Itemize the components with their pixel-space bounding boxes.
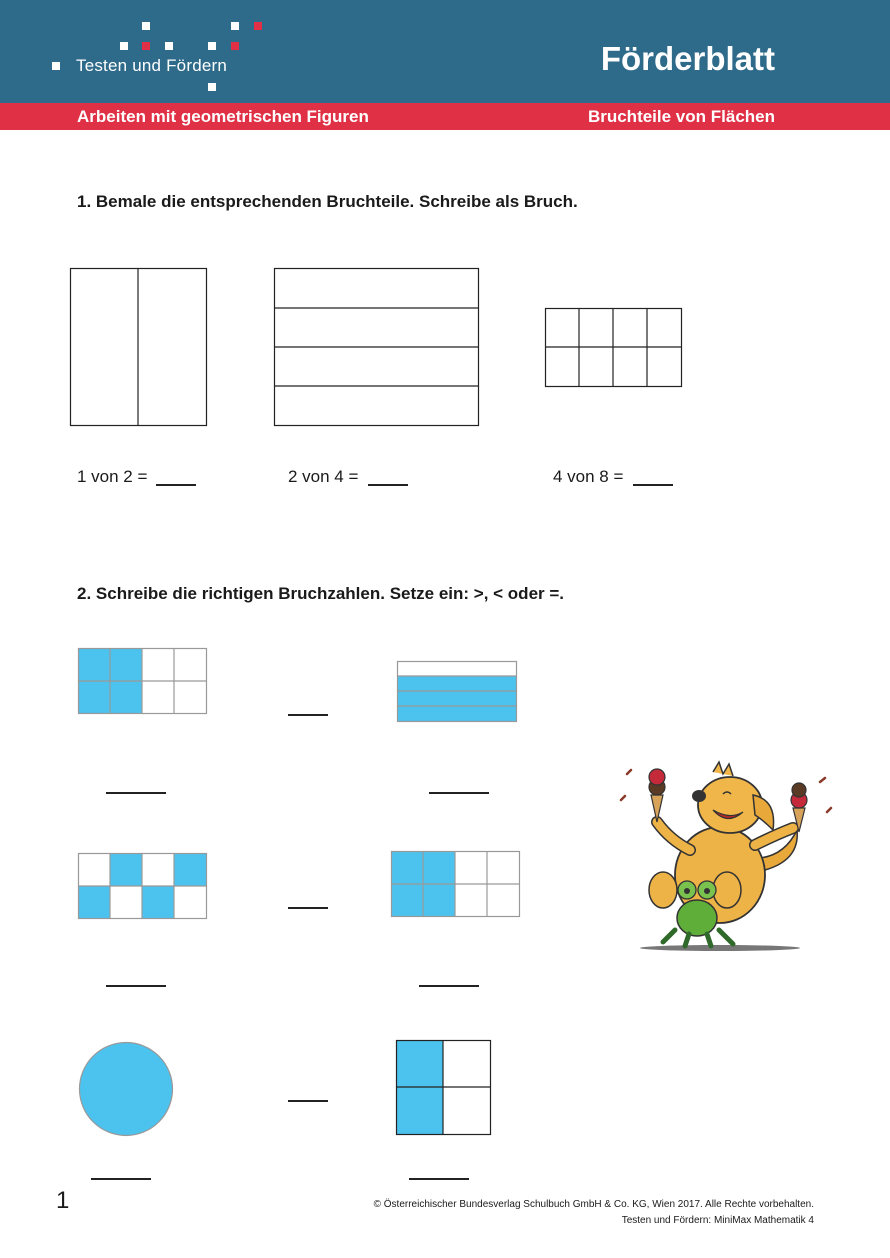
grid-2x4-left-half bbox=[78, 648, 207, 714]
full-circle bbox=[78, 1041, 176, 1139]
page-number: 1 bbox=[56, 1187, 70, 1214]
grid-2x4-right-half bbox=[391, 851, 520, 917]
dog-frog-illustration bbox=[615, 760, 840, 955]
answer-line-2[interactable] bbox=[368, 484, 408, 486]
page-title: Förderblatt bbox=[600, 40, 775, 77]
series-name: Testen und Fördern: MiniMax Mathematik 4 bbox=[621, 1215, 814, 1226]
task2-heading: 2. Schreibe die richtigen Bruchzahlen. Setze ein: >, < oder =. bbox=[77, 584, 565, 603]
rect-eighths bbox=[545, 308, 682, 387]
equation-3: 4 von 8 = bbox=[553, 467, 624, 486]
fraction-line-2b[interactable] bbox=[419, 985, 479, 987]
fraction-line-2a[interactable] bbox=[106, 985, 166, 987]
fraction-line-3b[interactable] bbox=[409, 1178, 469, 1180]
bar-three-quarters bbox=[397, 661, 517, 723]
fraction-line-3a[interactable] bbox=[91, 1178, 151, 1180]
compare-line-3[interactable] bbox=[288, 1100, 328, 1102]
compare-line-2[interactable] bbox=[288, 907, 328, 909]
rect-halves bbox=[70, 268, 207, 426]
answer-line-1[interactable] bbox=[156, 484, 196, 486]
header-bar bbox=[0, 0, 890, 104]
compare-line-1[interactable] bbox=[288, 714, 328, 716]
subtopic-label: Bruchteile von Flächen bbox=[587, 107, 775, 126]
fraction-line-1b[interactable] bbox=[429, 792, 489, 794]
equation-1: 1 von 2 = bbox=[77, 467, 148, 486]
brand-name: Testen und Fördern bbox=[76, 56, 228, 75]
square-quarters-left-half bbox=[396, 1040, 491, 1136]
fraction-line-1a[interactable] bbox=[106, 792, 166, 794]
grid-2x4-checker bbox=[78, 853, 207, 919]
topic-label: Arbeiten mit geometrischen Figuren bbox=[77, 107, 369, 126]
rect-quarters bbox=[274, 268, 479, 426]
copyright-notice: © Österreichischer Bundesverlag Schulbuch GmbH & Co. KG, Wien 2017. Alle Rechte vorbehalten. bbox=[373, 1199, 814, 1210]
answer-line-3[interactable] bbox=[633, 484, 673, 486]
equation-2: 2 von 4 = bbox=[288, 467, 359, 486]
task1-heading: 1. Bemale die entsprechenden Bruchteile. Schreibe als Bruch. bbox=[77, 192, 578, 211]
